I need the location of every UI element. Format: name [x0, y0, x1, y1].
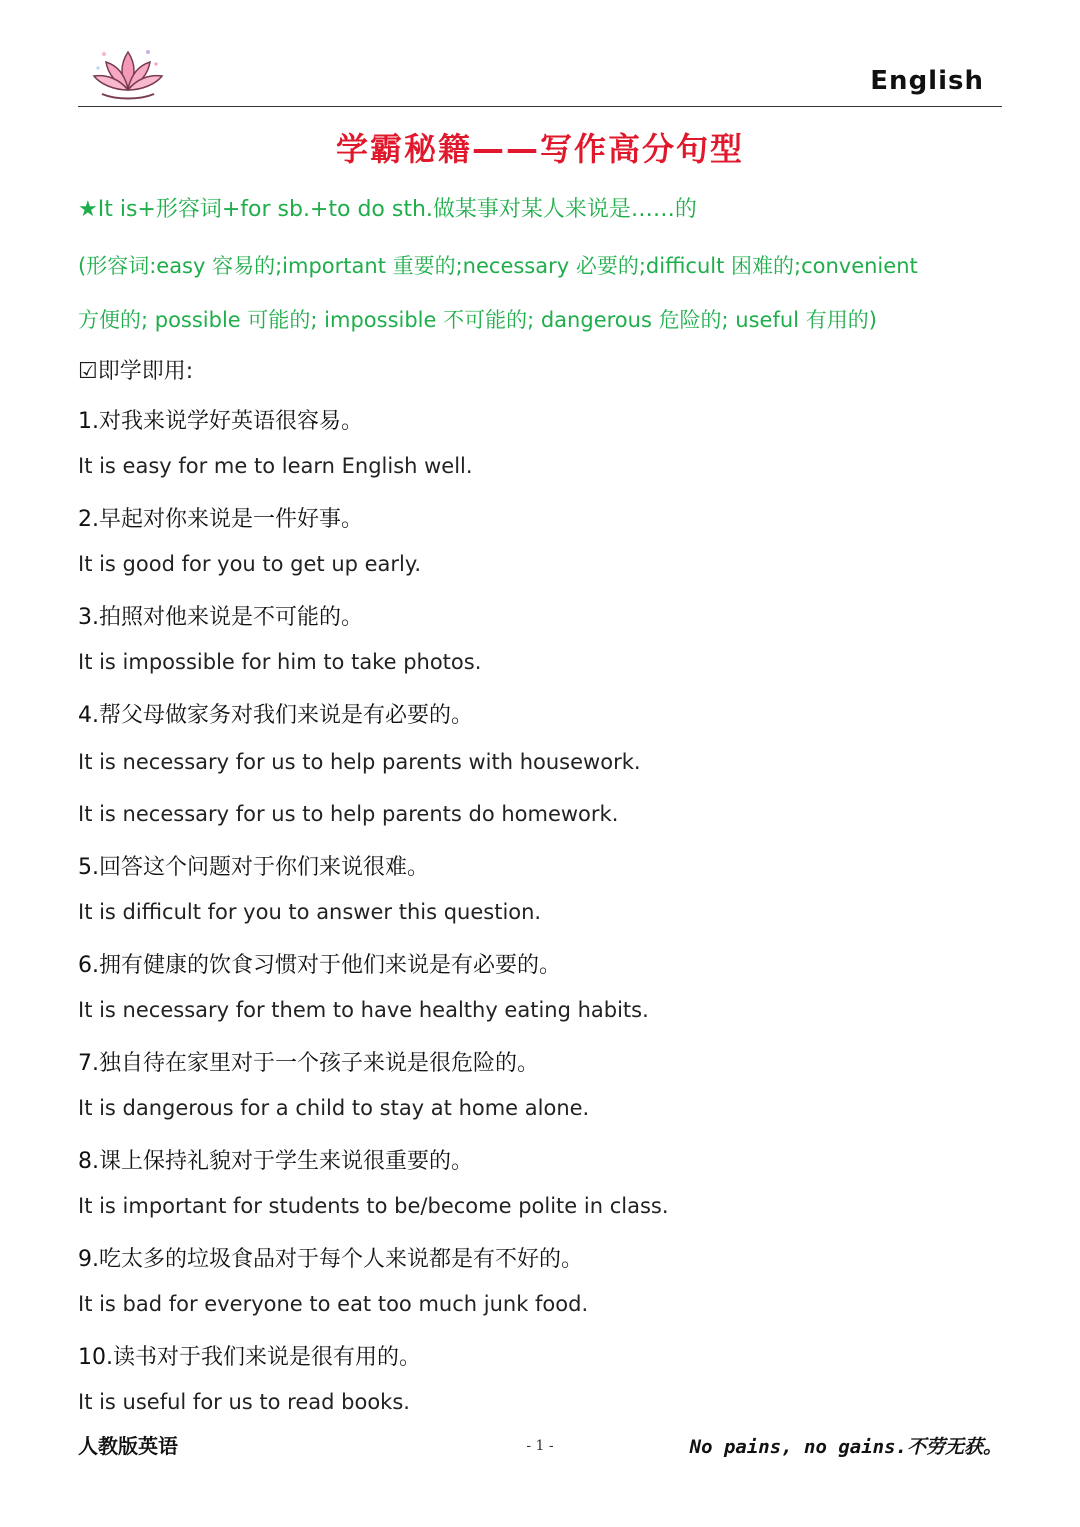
- exercise-6-english: It is necessary for them to have healthy eating habits.: [78, 998, 649, 1022]
- adjective-list-line-1: (形容词:easy 容易的;important 重要的;necessary 必要的;difficult 困难的;convenient: [78, 254, 918, 278]
- header-divider: [78, 106, 1002, 107]
- exercise-4-english-a: It is necessary for us to help parents with housework.: [78, 750, 641, 774]
- header-subject: English: [870, 66, 984, 96]
- lotus-flower-icon: [90, 44, 166, 106]
- footer-motto: No pains, no gains.不劳无获。: [689, 1436, 1002, 1458]
- exercise-8-chinese: 8.课上保持礼貌对于学生来说很重要的。: [78, 1149, 473, 1174]
- exercise-5-chinese: 5.回答这个问题对于你们来说很难。: [78, 855, 429, 880]
- exercise-10-english: It is useful for us to read books.: [78, 1390, 410, 1414]
- exercise-2-chinese: 2.早起对你来说是一件好事。: [78, 507, 363, 532]
- exercise-7-english: It is dangerous for a child to stay at home alone.: [78, 1096, 590, 1120]
- practice-heading: ☑即学即用:: [78, 359, 194, 384]
- exercise-7-chinese: 7.独自待在家里对于一个孩子来说是很危险的。: [78, 1051, 539, 1076]
- exercise-5-english: It is difficult for you to answer this question.: [78, 900, 542, 924]
- page-title: 学霸秘籍——写作高分句型: [335, 130, 744, 168]
- page-number: - 1 -: [526, 1438, 554, 1454]
- exercise-3-chinese: 3.拍照对他来说是不可能的。: [78, 605, 363, 630]
- exercise-1-chinese: 1.对我来说学好英语很容易。: [78, 409, 363, 434]
- adjective-list-line-2: 方便的; possible 可能的; impossible 不可能的; dangerous 危险的; useful 有用的): [78, 308, 877, 332]
- exercise-10-chinese: 10.读书对于我们来说是很有用的。: [78, 1345, 421, 1370]
- footer-textbook-label: 人教版英语: [78, 1434, 178, 1458]
- exercise-1-english: It is easy for me to learn English well.: [78, 454, 473, 478]
- sentence-pattern: ★It is+形容词+for sb.+to do sth.做某事对某人来说是……的: [78, 197, 697, 222]
- exercise-9-english: It is bad for everyone to eat too much junk food.: [78, 1292, 589, 1316]
- exercise-6-chinese: 6.拥有健康的饮食习惯对于他们来说是有必要的。: [78, 953, 561, 978]
- exercise-2-english: It is good for you to get up early.: [78, 552, 421, 576]
- exercise-4-chinese: 4.帮父母做家务对我们来说是有必要的。: [78, 703, 473, 728]
- exercise-3-english: It is impossible for him to take photos.: [78, 650, 482, 674]
- exercise-9-chinese: 9.吃太多的垃圾食品对于每个人来说都是有不好的。: [78, 1247, 583, 1272]
- exercise-4-english-b: It is necessary for us to help parents do homework.: [78, 802, 619, 826]
- exercise-8-english: It is important for students to be/become polite in class.: [78, 1194, 669, 1218]
